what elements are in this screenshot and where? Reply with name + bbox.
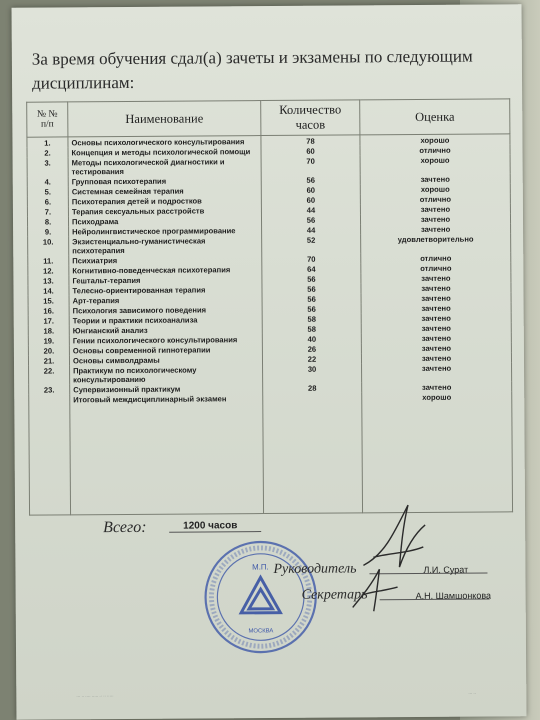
header-number: № № п/п <box>27 102 68 137</box>
secretary-label: Секретарь <box>301 587 368 603</box>
row-grade: зачтено <box>361 272 511 283</box>
row-hours: 64 <box>262 263 361 274</box>
row-hours: 60 <box>261 194 360 205</box>
row-number: 15. <box>28 295 69 305</box>
row-hours: 60 <box>261 184 360 195</box>
row-hours: 58 <box>262 323 361 334</box>
row-hours: 52 <box>262 234 361 254</box>
row-hours: 30 <box>263 363 362 383</box>
row-grade: зачтено <box>361 292 511 303</box>
row-subject: Методы психологической диагностики и тестирования <box>68 156 261 176</box>
row-grade: зачтено <box>361 352 511 363</box>
row-hours <box>263 392 363 513</box>
row-grade: хорошо <box>362 391 513 513</box>
table-row <box>29 391 513 515</box>
document-heading <box>32 44 502 95</box>
row-number: 11. <box>28 255 69 265</box>
row-subject: Терапия сексуальных расстройств <box>68 205 261 216</box>
row-number: 3. <box>27 157 68 176</box>
row-number: 2. <box>27 147 68 157</box>
row-subject: Гештальт-терапия <box>69 274 262 285</box>
row-subject: Теории и практики психоанализа <box>69 314 262 325</box>
row-number: 9. <box>28 226 69 236</box>
row-number <box>29 394 71 515</box>
row-subject: Групповая психотерапия <box>68 175 261 186</box>
row-subject: Нейролингвистическое программирование <box>69 225 262 236</box>
row-subject: Основы современной гипнотерапии <box>69 344 262 355</box>
row-hours: 70 <box>262 253 361 264</box>
row-hours: 56 <box>262 273 361 284</box>
row-grade: отлично <box>360 193 510 204</box>
row-hours: 56 <box>261 214 360 225</box>
row-subject: Юнгианский анализ <box>69 324 262 335</box>
document-sheet <box>12 4 527 720</box>
row-subject: Гении психологического консультирования <box>69 334 262 345</box>
row-subject: Практикум по психологическому консультированию <box>70 364 263 384</box>
row-subject: Психология зависимого поведения <box>69 304 262 315</box>
row-grade: отлично <box>361 252 511 263</box>
row-subject: Телесно-ориентированная терапия <box>69 284 262 295</box>
row-hours: 70 <box>261 155 360 175</box>
grades-body <box>27 134 513 515</box>
row-subject: Арт-терапия <box>69 294 262 305</box>
row-number: 10. <box>28 236 69 255</box>
grades-table <box>26 98 513 515</box>
row-subject: Психиатрия <box>69 254 262 265</box>
row-grade: зачтено <box>361 302 511 313</box>
row-grade: зачтено <box>362 381 512 392</box>
row-hours: 56 <box>262 303 361 314</box>
row-grade: зачтено <box>361 223 511 234</box>
row-grade: отлично <box>361 262 511 273</box>
row-grade: хорошо <box>360 134 510 146</box>
row-grade: хорошо <box>360 183 510 194</box>
head-signature-icon <box>353 495 434 576</box>
heading-line-2: дисциплинам: <box>31 72 135 93</box>
row-number: 21. <box>28 355 69 365</box>
row-grade: хорошо <box>360 154 510 174</box>
row-number: 12. <box>28 265 69 275</box>
row-grade: зачтено <box>361 282 511 293</box>
heading-line-1: За время обучения сдал(а) зачеты и экзамены по следующим <box>31 46 473 69</box>
row-grade: отлично <box>360 144 510 155</box>
header-name: Наименование <box>68 101 261 137</box>
row-subject: Психодрама <box>68 215 261 226</box>
row-grade: зачтено <box>361 342 511 353</box>
row-number: 20. <box>28 345 69 355</box>
head-label: Руководитель <box>273 561 357 577</box>
row-hours: 56 <box>262 283 361 294</box>
stamp-city-text: МОСКВА <box>248 628 274 635</box>
row-grade: зачтено <box>361 332 511 343</box>
row-number: 6. <box>27 196 68 206</box>
row-number: 13. <box>28 275 69 285</box>
row-hours: 40 <box>262 333 361 344</box>
row-grade: зачтено <box>360 213 510 224</box>
row-hours: 56 <box>261 174 360 185</box>
secretary-name: А.Н. Шамшонкова <box>415 590 492 601</box>
print-footer: ··· ·· ···· ····· ·· ·· ····· <box>76 693 114 699</box>
row-number: 23. <box>29 384 70 394</box>
row-subject: Супервизионный практикум <box>70 383 263 394</box>
row-grade: зачтено <box>361 322 511 333</box>
row-subject: Системная семейная терапия <box>68 185 261 196</box>
row-number: 4. <box>27 176 68 186</box>
row-number: 5. <box>27 186 68 196</box>
row-subject: Экзистенциально-гуманистическая психотерапия <box>69 235 262 255</box>
row-grade: зачтено <box>361 312 511 323</box>
row-hours: 78 <box>261 135 360 146</box>
row-grade: зачтено <box>360 203 510 214</box>
row-grade: зачтено <box>362 362 512 382</box>
row-hours: 26 <box>262 343 361 354</box>
row-subject: Основы символдрамы <box>69 354 262 365</box>
head-name: Л.И. Сурат <box>423 564 469 575</box>
header-hours: Количество часов <box>261 100 360 136</box>
row-number: 18. <box>28 325 69 335</box>
row-hours: 60 <box>261 145 360 156</box>
header-grade: Оценка <box>360 99 510 135</box>
row-number: 7. <box>27 206 68 216</box>
row-grade: зачтено <box>360 173 510 184</box>
row-subject: Итоговый междисциплинарный экзамен <box>70 393 264 515</box>
row-hours: 22 <box>262 353 361 364</box>
secretary-signature-icon <box>347 565 407 615</box>
row-hours: 28 <box>263 382 362 393</box>
row-number: 1. <box>27 137 68 148</box>
row-number: 22. <box>29 365 70 384</box>
row-subject: Основы психологического консультирования <box>68 136 261 148</box>
row-number: 8. <box>27 216 68 226</box>
row-number: 19. <box>28 335 69 345</box>
row-hours: 44 <box>262 224 361 235</box>
table-header-row <box>27 99 510 137</box>
total-value: 1200 часов <box>169 520 261 533</box>
row-hours: 58 <box>262 313 361 324</box>
row-grade: удовлетворительно <box>361 233 511 253</box>
print-footer-code: ··· ·· <box>468 690 477 696</box>
row-hours: 56 <box>262 293 361 304</box>
total-label: Всего: <box>103 518 147 537</box>
row-subject: Психотерапия детей и подростков <box>68 195 261 206</box>
stamp-mp-text: М.П. <box>252 562 269 572</box>
row-number: 17. <box>28 315 69 325</box>
row-number: 14. <box>28 285 69 295</box>
row-hours: 44 <box>261 204 360 215</box>
row-subject: Когнитивно-поведенческая психотерапия <box>69 264 262 275</box>
row-number: 16. <box>28 305 69 315</box>
row-subject: Концепция и методы психологической помощи <box>68 146 261 157</box>
